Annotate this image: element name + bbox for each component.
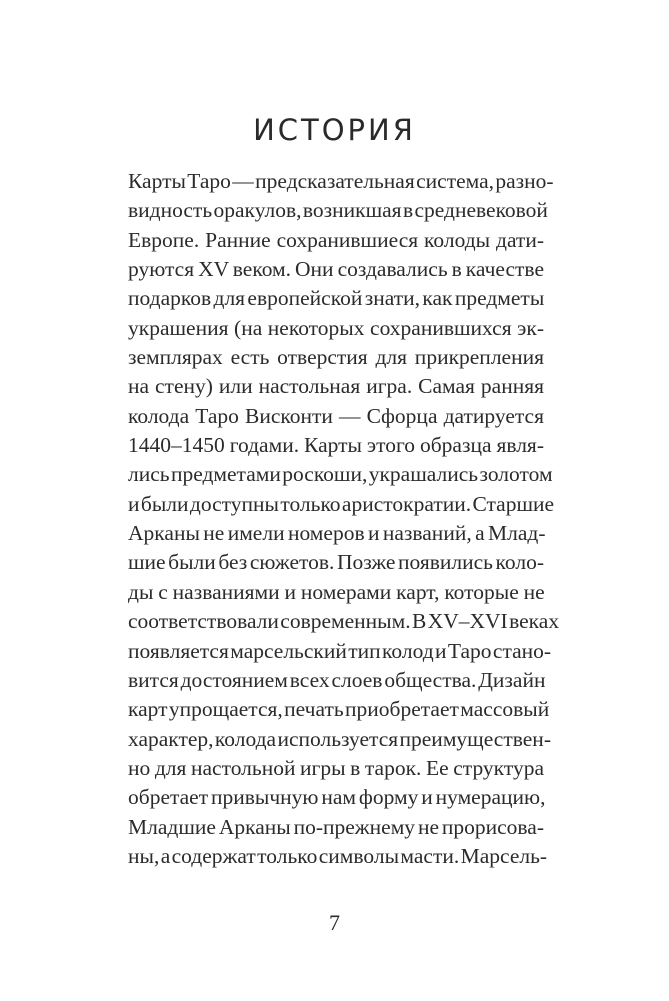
text-line: появляется марсельский тип колод и Таро стано-	[128, 638, 552, 663]
text-line: Европе. Ранние сохранившиеся колоды дати-	[128, 227, 544, 252]
chapter-title: ИСТОРИЯ	[253, 113, 416, 147]
text-line: и были доступны только аристократии. Старшие	[128, 491, 555, 516]
text-line: ны, а содержат только символы масти. Марсель-	[128, 843, 548, 868]
text-line: подарков для европейской знати, как предметы	[128, 286, 545, 311]
text-line: соответствовали современным. В XV–XVI веках	[128, 609, 560, 634]
text-line: колода Таро Висконти — Сфорца датируется	[128, 403, 544, 428]
text-line: украшения (на некоторых сохранившихся эк-	[128, 315, 544, 340]
text-line: шие были без сюжетов. Позже появились коло-	[128, 550, 544, 575]
text-line: на стену) или настольная игра. Самая ранняя	[128, 374, 544, 399]
text-line: 1440–1450 годами. Карты этого образца явля-	[128, 433, 544, 458]
text-line: руются XV веком. Они создавались в качестве	[128, 257, 544, 282]
body-text	[128, 167, 560, 871]
text-line: ды с названиями и номерами карт, которые не	[128, 579, 545, 604]
text-line: Арканы не имели номеров и названий, а Млад-	[128, 521, 546, 546]
text-line: Младшие Арканы по-прежнему не прорисова-	[128, 814, 544, 839]
text-line: лись предметами роскоши, украшались золотом	[128, 462, 553, 487]
text-line: обретает привычную нам форму и нумерацию,	[128, 785, 546, 810]
text-line: земплярах есть отверстия для прикрепления	[128, 345, 544, 370]
text-line: Карты Таро — предсказательная система, разно-	[128, 169, 554, 193]
text-line: вится достоянием всех слоев общества. Дизайн	[128, 667, 546, 692]
text-line: характер, колода используется преимуществен-	[128, 726, 551, 751]
text-line: видность оракулов, возникшая в средневековой	[128, 198, 548, 223]
page-number: 7	[329, 910, 340, 935]
text-line: карт упрощается, печать приобретает массовый	[128, 697, 550, 722]
text-line: но для настольной игры в тарок. Ее структура	[128, 755, 544, 780]
